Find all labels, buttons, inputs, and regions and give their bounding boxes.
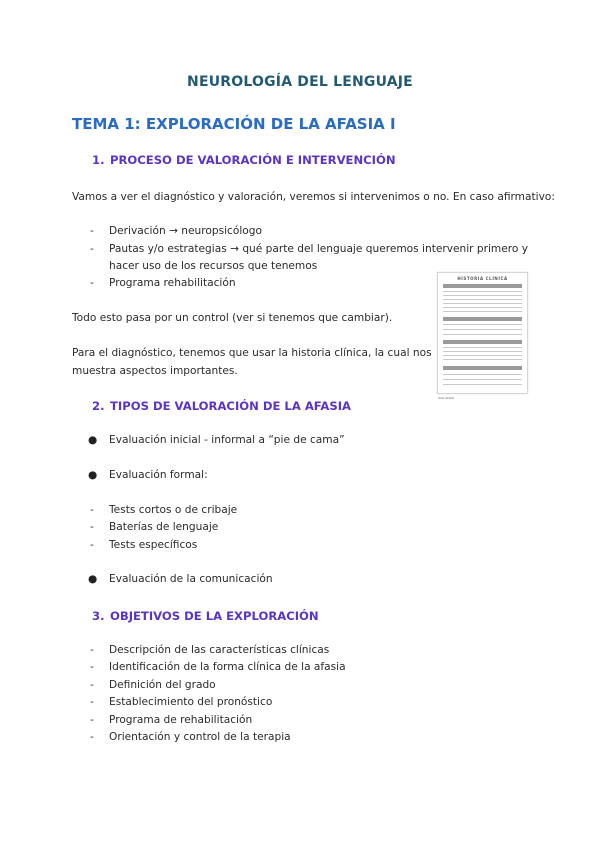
section-3-heading: [92, 609, 319, 623]
section-1-heading: [92, 153, 396, 167]
section-1-paragraph-diagnosis-line1: Para el diagnóstico, tenemos que usar la historia clínica, la cual nos: [72, 347, 432, 359]
form-line: [443, 359, 522, 360]
list-item: Pautas y/o estrategias → qué parte del lenguaje queremos intervenir primero y: [109, 243, 528, 255]
list-dash: -: [90, 644, 94, 656]
list-item: Descripción de las características clínicas: [109, 644, 330, 656]
form-line: [443, 291, 522, 292]
section-1-paragraph-control: Todo esto pasa por un control (ver si tenemos que cambiar).: [72, 312, 393, 324]
form-section-bar: [443, 366, 522, 370]
bullet-item: Evaluación de la comunicación: [109, 573, 273, 585]
form-line: [443, 355, 522, 356]
list-item: Tests específicos: [109, 539, 198, 551]
list-dash: -: [90, 225, 94, 237]
form-section-bar: [443, 317, 522, 321]
section-1-title: PROCESO DE VALORACIÓN E INTERVENCIÓN: [110, 153, 396, 167]
form-line: [443, 324, 522, 325]
section-2-title: TIPOS DE VALORACIÓN DE LA AFASIA: [110, 399, 351, 413]
form-section-bar: [443, 340, 522, 344]
list-item: Tests cortos o de cribaje: [109, 504, 238, 516]
list-item: Baterías de lenguaje: [109, 521, 219, 533]
list-dash: -: [90, 731, 94, 743]
form-line: [443, 295, 522, 296]
section-2-number: 2.: [92, 399, 105, 413]
list-item: Definición del grado: [109, 679, 216, 691]
list-item: Orientación y control de la terapia: [109, 731, 291, 743]
list-dash: -: [90, 243, 94, 255]
clinical-history-form-image: [437, 272, 528, 394]
list-item: Programa rehabilitación: [109, 277, 236, 289]
form-line: [443, 299, 522, 300]
list-dash: -: [90, 714, 94, 726]
form-line: [443, 303, 522, 304]
list-dash: -: [90, 504, 94, 516]
bullet-item: Evaluación formal:: [109, 469, 208, 481]
list-dash: -: [90, 679, 94, 691]
form-title: HISTORIA CLÍNICA: [457, 276, 508, 281]
list-item-continuation: hacer uso de los recursos que tenemos: [109, 260, 318, 272]
section-3-number: 3.: [92, 609, 105, 623]
document-title: NEUROLOGÍA DEL LENGUAJE: [187, 74, 413, 90]
form-section-bar: [443, 284, 522, 288]
form-line: [443, 329, 522, 330]
form-line: [443, 379, 522, 380]
form-caption-mark: ▬▬ ▬▬▬: [438, 396, 455, 400]
form-line: [443, 374, 522, 375]
form-line: [443, 347, 522, 348]
bullet-icon: ●: [88, 469, 98, 481]
form-line: [443, 307, 522, 308]
section-1-intro: Vamos a ver el diagnóstico y valoración, veremos si intervenimos o no. En caso afirmativo:: [72, 191, 555, 203]
form-line: [443, 334, 522, 335]
list-dash: -: [90, 521, 94, 533]
list-dash: -: [90, 539, 94, 551]
list-item: Programa de rehabilitación: [109, 714, 253, 726]
section-3-title: OBJETIVOS DE LA EXPLORACIÓN: [110, 609, 319, 623]
bullet-icon: ●: [88, 573, 98, 585]
section-2-heading: [92, 399, 351, 413]
list-item: Derivación → neuropsicólogo: [109, 225, 262, 237]
list-dash: -: [90, 661, 94, 673]
topic-heading: TEMA 1: EXPLORACIÓN DE LA AFASIA I: [72, 115, 396, 133]
list-dash: -: [90, 277, 94, 289]
form-line: [443, 311, 522, 312]
section-1-paragraph-diagnosis-line2: muestra aspectos importantes.: [72, 365, 238, 377]
list-item: Identificación de la forma clínica de la afasia: [109, 661, 346, 673]
form-line: [443, 384, 522, 385]
bullet-icon: ●: [88, 434, 98, 446]
list-dash: -: [90, 696, 94, 708]
bullet-item: Evaluación inicial - informal a “pie de cama”: [109, 434, 345, 446]
section-1-number: 1.: [92, 153, 105, 167]
form-line: [443, 351, 522, 352]
list-item: Establecimiento del pronóstico: [109, 696, 273, 708]
